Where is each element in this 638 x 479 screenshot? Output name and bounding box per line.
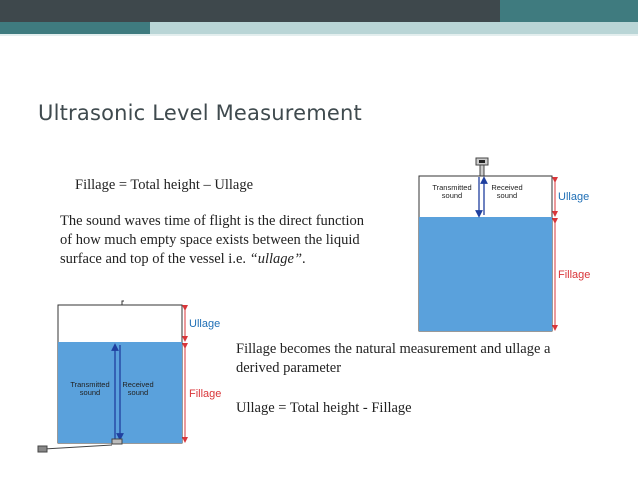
explanation-paragraph [60, 212, 375, 269]
fillage-equation: Fillage = Total height – Ullage [75, 177, 254, 193]
ullage-equation: Ullage = Total height - Fillage [236, 400, 412, 416]
tank-diagram-bottom [36, 298, 226, 458]
received-label-line1: Received [491, 183, 523, 192]
slide-header-bar [0, 0, 638, 40]
header-band-teal-accent [0, 22, 150, 34]
ullage-label: Ullage [189, 318, 221, 330]
transmitted-label-line2: sound [79, 388, 101, 397]
header-band-teal [500, 0, 638, 22]
transmitted-label-line1: Transmitted [70, 380, 110, 389]
fillage-label: Fillage [558, 269, 591, 281]
tank-diagram-top [405, 152, 605, 337]
transmitted-label-line1: Transmitted [432, 183, 472, 192]
transmitted-label-line2: sound [441, 191, 463, 200]
ullage-label: Ullage [558, 191, 590, 203]
received-label-line2: sound [127, 388, 149, 397]
paragraph-text: The sound waves time of flight is the direct function of how much empty space exists between the liquid surface and top of the vessel i.e. [60, 213, 365, 267]
received-label-line1: Received [122, 380, 154, 389]
fillage-note: Fillage becomes the natural measurement and ullage a derived parameter [236, 341, 551, 376]
sensor-icon [476, 158, 488, 176]
tank-vent [122, 301, 124, 305]
paragraph-tail: . [302, 251, 306, 267]
header-band-dark [0, 0, 500, 22]
fillage-label: Fillage [189, 388, 222, 400]
liquid-fill [419, 217, 552, 331]
slide-title: Ultrasonic Level Measurement [38, 101, 362, 125]
header-band-white-line [0, 34, 638, 36]
received-label-line2: sound [496, 191, 518, 200]
paragraph-emphasis: “ullage” [249, 251, 303, 267]
